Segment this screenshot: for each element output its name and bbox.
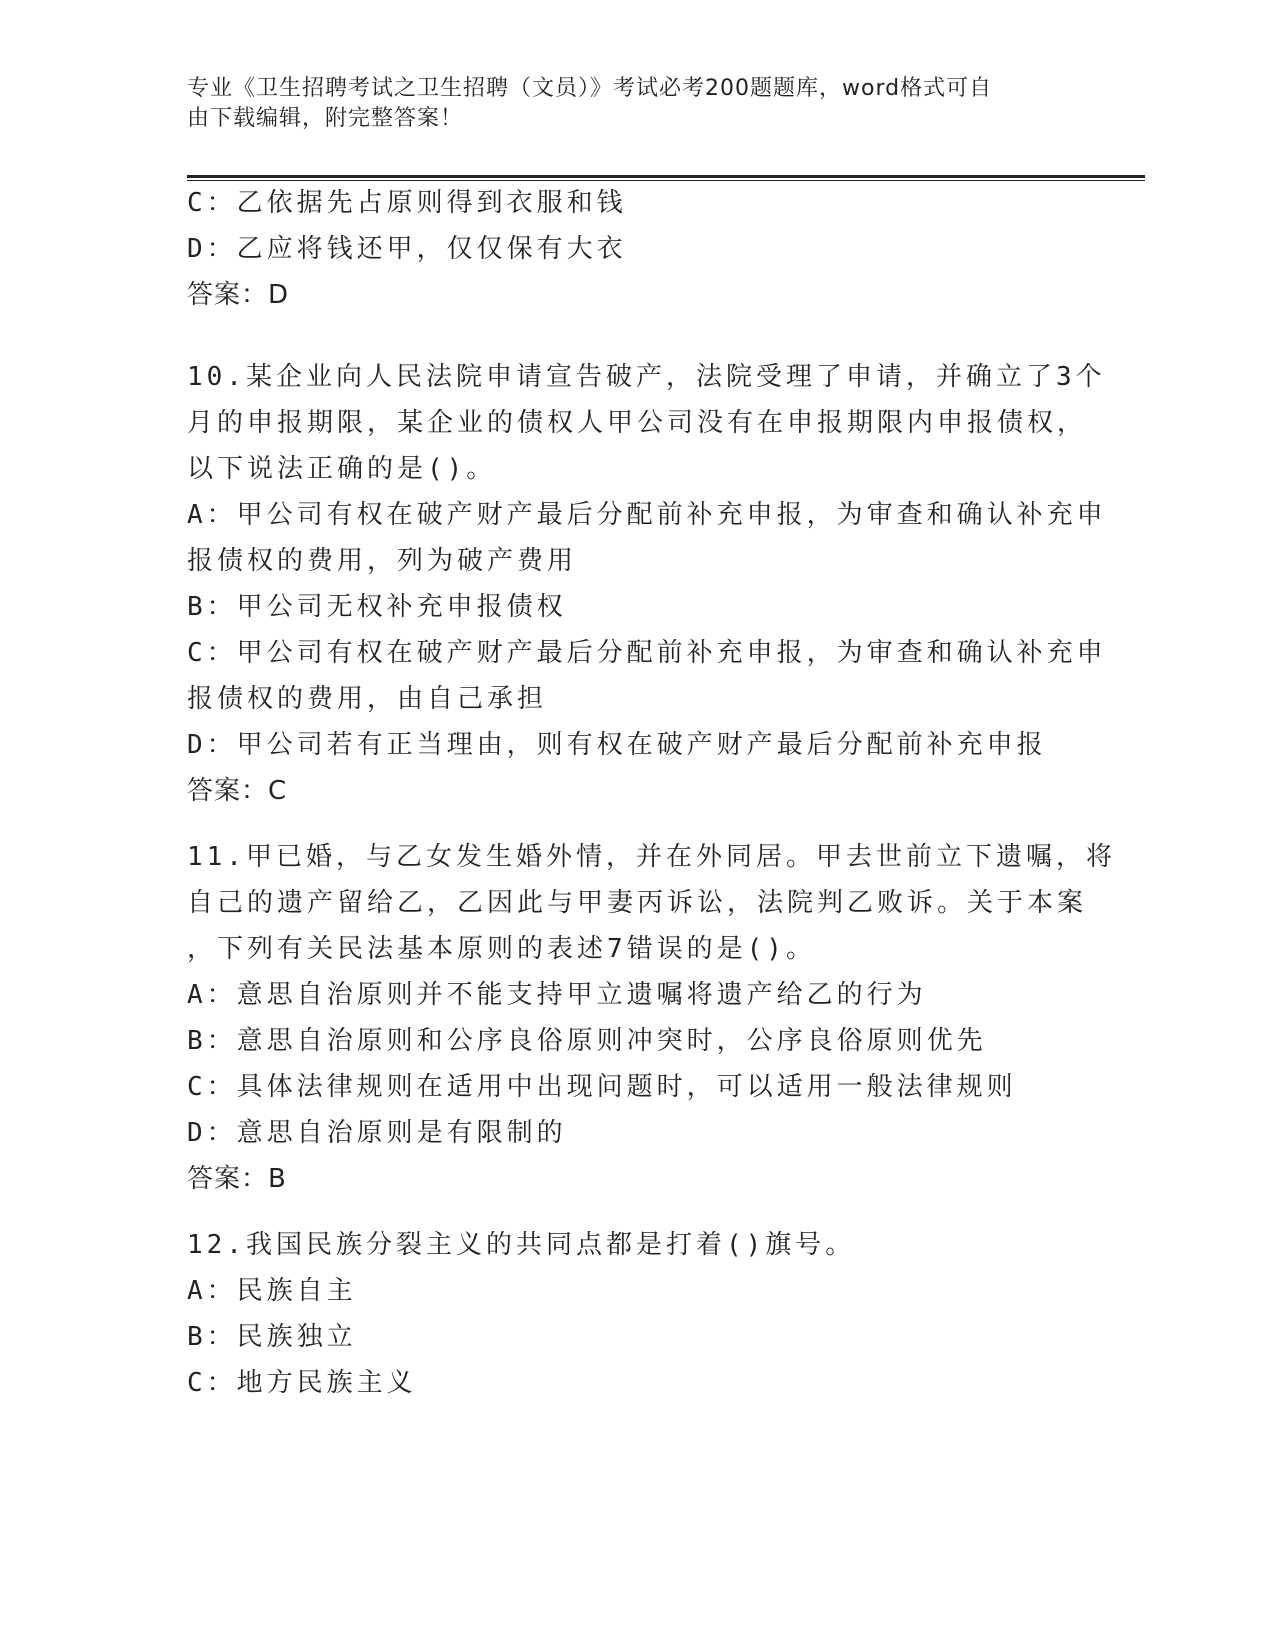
question-stem-line: 月的申报期限，某企业的债权人甲公司没有在申报期限内申报债权， — [187, 408, 1088, 438]
document-header — [187, 74, 1077, 134]
option-b: B：意思自治原则和公序良俗原则冲突时，公序良俗原则优先 — [187, 1026, 987, 1056]
option-a-continued: 报债权的费用，列为破产费用 — [187, 546, 578, 576]
option-b: B：甲公司无权补充申报债权 — [187, 592, 567, 622]
answer-label: 答案：D — [187, 280, 290, 310]
answer-label: 答案：C — [187, 776, 288, 806]
question-10 — [187, 354, 1107, 814]
header-title-line-1: 专业《卫生招聘考试之卫生招聘（文员）》考试必考200题题库，word格式可自 — [187, 76, 993, 101]
option-a: A：甲公司有权在破产财产最后分配前补充申报，为审查和确认补充申 — [187, 500, 1107, 530]
question-stem-line: 自己的遗产留给乙，乙因此与甲妻丙诉讼，法院判乙败诉。关于本案 — [187, 888, 1088, 918]
header-title-line-2: 由下载编辑，附完整答案！ — [187, 106, 464, 131]
question-stem-line: ，下列有关民法基本原则的表述7错误的是()。 — [187, 934, 816, 964]
question-stem-line: 12.我国民族分裂主义的共同点都是打着()旗号。 — [187, 1230, 856, 1260]
option-c: C：具体法律规则在适用中出现问题时，可以适用一般法律规则 — [187, 1072, 1017, 1102]
option-c: C：地方民族主义 — [187, 1368, 417, 1398]
question-9-tail — [187, 180, 1087, 360]
option-c-continued: 报债权的费用，由自己承担 — [187, 684, 548, 714]
option-d: D：乙应将钱还甲，仅仅保有大衣 — [187, 234, 627, 264]
question-11 — [187, 834, 1116, 1202]
option-a: A：民族自主 — [187, 1276, 357, 1306]
question-stem-line: 11.甲已婚，与乙女发生婚外情，并在外同居。甲去世前立下遗嘱，将 — [187, 842, 1116, 872]
answer-label: 答案：B — [187, 1164, 287, 1194]
question-stem-line: 10.某企业向人民法院申请宣告破产，法院受理了申请，并确立了3个 — [187, 362, 1106, 392]
option-c: C：乙依据先占原则得到衣服和钱 — [187, 188, 627, 218]
option-d: D：甲公司若有正当理由，则有权在破产财产最后分配前补充申报 — [187, 730, 1047, 760]
option-c: C：甲公司有权在破产财产最后分配前补充申报，为审查和确认补充申 — [187, 638, 1107, 668]
question-12 — [187, 1222, 1087, 1406]
option-d: D：意思自治原则是有限制的 — [187, 1118, 567, 1148]
question-stem-line: 以下说法正确的是()。 — [187, 454, 497, 484]
option-a: A：意思自治原则并不能支持甲立遗嘱将遗产给乙的行为 — [187, 980, 927, 1010]
option-b: B：民族独立 — [187, 1322, 357, 1352]
header-divider-thick — [187, 175, 1145, 178]
